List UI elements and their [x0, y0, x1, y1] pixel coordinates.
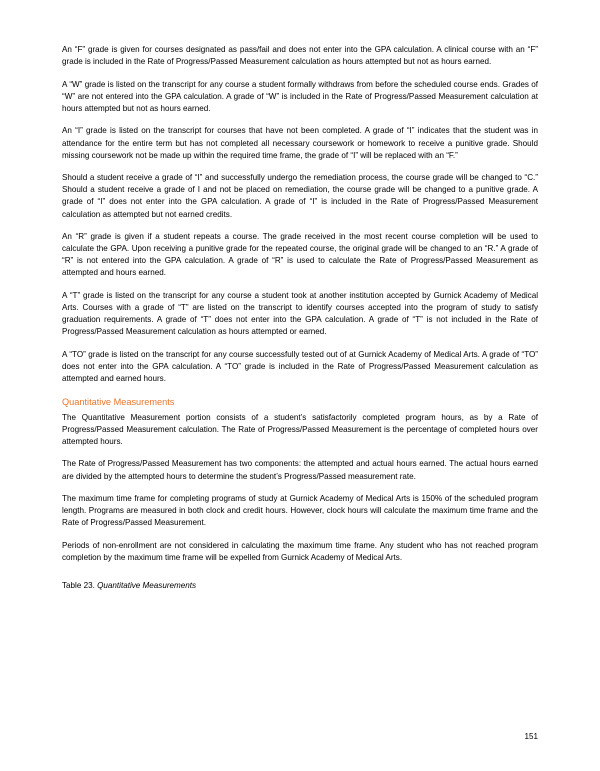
- paragraph-grade-t: A “T” grade is listed on the transcript for any course a student took at another institution accepted by Gurnick Academy of Medical Arts. Courses with a grade of “T” are listed on the transcript to identify courses accepted into the program of study to satisfy graduation requirements. A grade of “T” does not enter into the GPA calculation. A grade of “T” is not included in the Rate of Progress/Passed Measurement calculation as hours attempted or earned.: [62, 291, 538, 337]
- paragraph-maximum-time-frame: The maximum time frame for completing programs of study at Gurnick Academy of Medical Arts is 150% of the scheduled program length. Programs are measured in both clock and credit hours. However, clock hours will calculate the maximum time frame and the Rate of Progress/Passed Measurement.: [62, 494, 538, 528]
- table-caption: [62, 580, 538, 592]
- section-heading-quantitative-measurements: Quantitative Measurements: [62, 396, 175, 407]
- paragraph-grade-i: An “I” grade is listed on the transcript for courses that have not been completed. A grade of “I” indicates that the student was in attendance for the entire term but has not completed all necessary coursework or homework to receive a punitive grade. Should missing coursework not be made up within the required time frame, the grade of “I” will be replaced with an “F.”: [62, 126, 538, 160]
- paragraph-quantitative-overview: The Quantitative Measurement portion consists of a student’s satisfactorily completed program hours, as by a Rate of Progress/Passed Measurement calculation. The Rate of Progress/Passed Measurement is the percentage of completed hours over attempted hours.: [62, 412, 538, 446]
- table-caption-label: Table 23.: [62, 580, 98, 590]
- table-caption-title: Quantitative Measurements: [97, 580, 197, 590]
- paragraph-grade-to: A “TO” grade is listed on the transcript for any course successfully tested out of at Gurnick Academy of Medical Arts. A grade of “TO” does not enter into the GPA calculation. A “TO” grade is included in the Rate of Progress/Passed Measurement calculation as attempted and earned hours.: [62, 349, 538, 384]
- paragraph-grade-f: An “F” grade is given for courses designated as pass/fail and does not enter into the GPA calculation. A clinical course with an “F” grade is included in the Rate of Progress/Passed Measurement calculation as hours attempted but not as hours earned.: [62, 45, 538, 67]
- paragraph-grade-i-remediation: Should a student receive a grade of “I” and successfully undergo the remediation process, the course grade will be changed to “C.” Should a student receive a grade of I and not be placed on remediation, the course grade will be changed to a punitive grade. A grade of “I” does not enter into the GPA calculation. A grade of “I” is included in the Rate of Progress/Passed Measurement calculation as attempted but not earned credits.: [62, 173, 538, 219]
- paragraph-rate-components: The Rate of Progress/Passed Measurement has two components: the attempted and actual hours earned. The actual hours earned are divided by the attempted hours to determine the student’s Progress/Passed measurement rate.: [62, 459, 538, 481]
- paragraph-grade-r: An “R” grade is given if a student repeats a course. The grade received in the most recent course completion will be used to calculate the GPA. Upon receiving a punitive grade for the repeated course, the original grade will be changed to an “R.” A grade of “R” is not entered into the GPA calculation. A grade of “R” is used to calculate the Rate of Progress/Passed Measurement as attempted and hours earned.: [62, 232, 538, 278]
- paragraph-grade-w: A “W” grade is listed on the transcript for any course a student formally withdraws from before the scheduled course ends. Grades of “W” are not entered into the GPA calculation. A grade of “W” is included in the Rate of Progress/Passed Measurement calculation at hours attempted but not as hours earned.: [62, 79, 538, 113]
- page-number: 151: [524, 732, 538, 741]
- paragraph-non-enrollment: Periods of non-enrollment are not considered in calculating the maximum time frame. Any student who has not reached program completion by the maximum time frame will be expelled from Gurnick Academy of Medical Arts.: [62, 540, 538, 562]
